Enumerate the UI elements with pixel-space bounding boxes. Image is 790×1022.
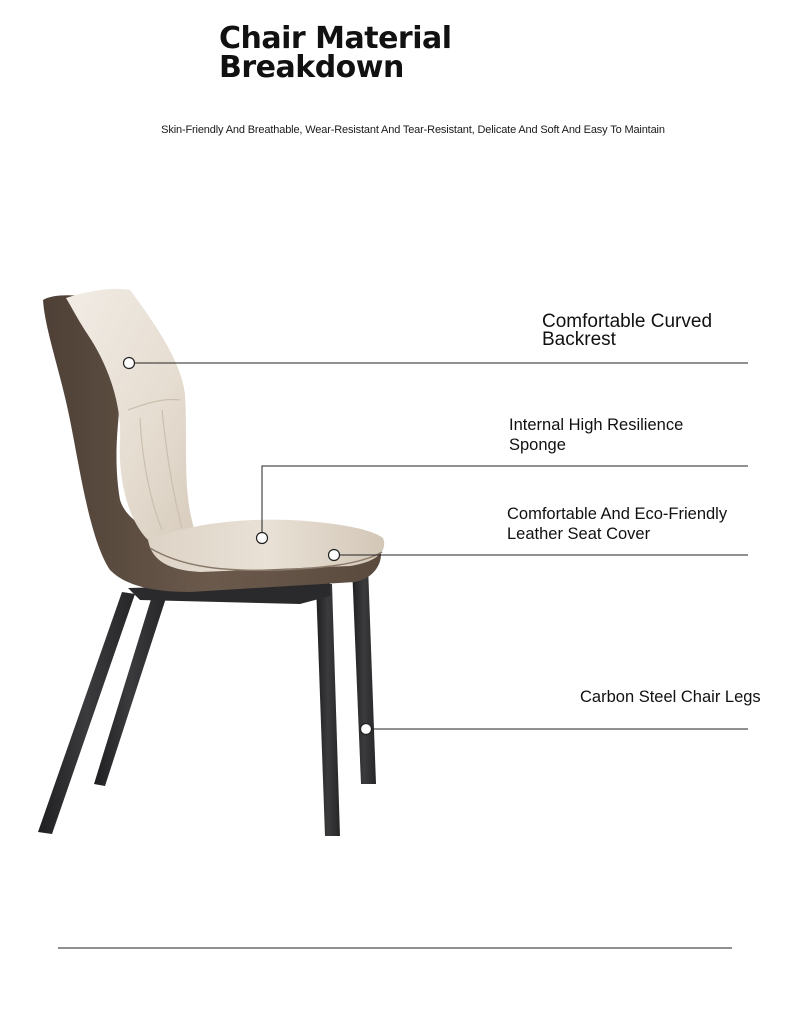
callout-leather-line-1: Comfortable And Eco-Friendly [507, 505, 728, 523]
dot-sponge [257, 533, 268, 544]
chair-legs [38, 566, 376, 836]
leg-front-right [352, 566, 376, 784]
dot-legs [361, 724, 372, 735]
page-subtitle: Skin-Friendly And Breathable, Wear-Resistant And Tear-Resistant, Delicate And Soft And Easy To Maintain [161, 124, 665, 136]
leg-rear-right [94, 596, 166, 786]
dot-backrest [124, 358, 135, 369]
callout-sponge-line-1: Internal High Resilience [509, 416, 684, 434]
callout-legs-line-1: Carbon Steel Chair Legs [580, 688, 761, 706]
callout-backrest-line-1: Comfortable Curved [542, 311, 713, 332]
dot-leather [329, 550, 340, 561]
callout-sponge-line-2: Sponge [509, 436, 566, 454]
page-title-line-2: Breakdown [219, 50, 404, 85]
callout-leather-line-2: Leather Seat Cover [507, 525, 651, 543]
callout-legs [580, 687, 761, 707]
callout-backrest-line-2: Backrest [542, 329, 616, 350]
page-title-line-1: Chair Material [219, 21, 452, 56]
callout-backrest [542, 313, 712, 349]
callout-leather [507, 504, 727, 544]
callout-sponge [509, 415, 683, 455]
leg-front-left [316, 584, 340, 836]
